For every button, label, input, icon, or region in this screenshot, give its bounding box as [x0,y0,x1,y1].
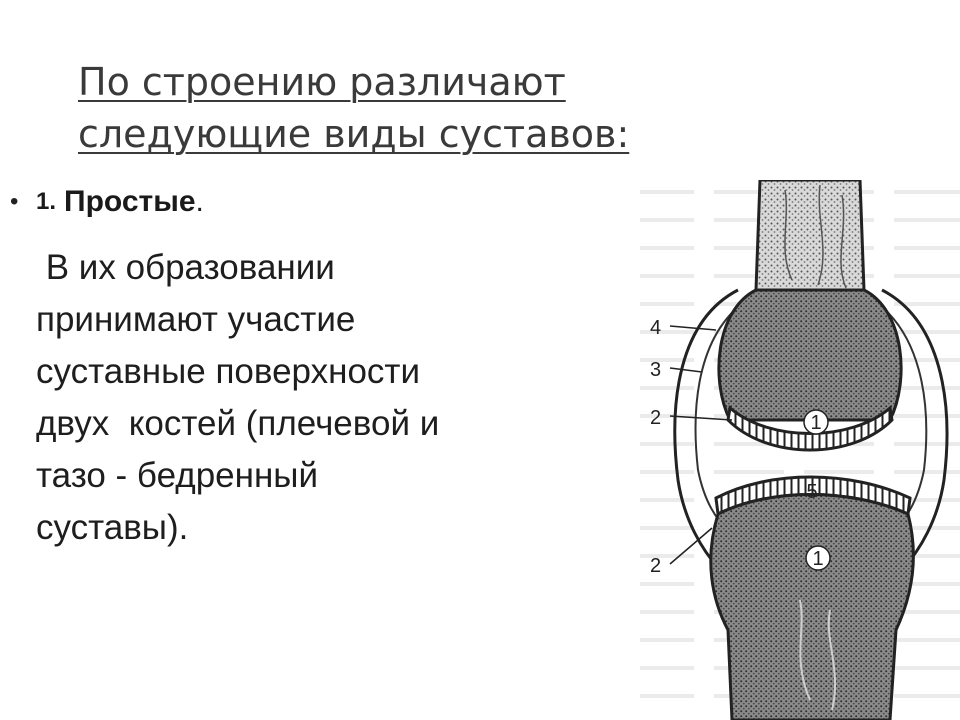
upper-bone-shaft [756,180,864,290]
body-line-3: суставные поверхности [36,352,421,391]
body-line-5: тазо - бедренный [36,456,318,495]
label-bone-lower: 1 [812,548,824,570]
bullet-term-suffix: . [195,185,204,218]
label-cavity: 5 [806,481,818,503]
slide-title-line-1: По строению различают [78,60,566,104]
body-line-1: В их образовании [36,248,335,287]
label-synovial: 3 [650,359,662,381]
label-bone-upper: 1 [810,412,822,434]
bullet-term: Простые [64,185,196,218]
label-cartilage-upper: 2 [650,407,662,429]
body-paragraph [36,242,576,554]
bullet-point-icon: • [10,188,19,215]
label-capsule: 4 [650,317,662,339]
bullet-number: 1. [36,188,57,215]
body-line-2: принимают участие [36,300,356,339]
lower-bone [711,495,914,720]
joint-diagram [620,180,960,720]
upper-bone-head [719,290,901,420]
body-line-6: суставы). [36,508,189,547]
bullet-item [10,180,204,224]
slide-title-line-2: следующие виды суставов: [78,112,630,156]
body-line-4: двух костей (плечевой и [36,404,440,443]
label-cartilage-lower: 2 [650,555,662,577]
joint-diagram-svg [620,180,960,720]
slide-title [78,56,718,160]
